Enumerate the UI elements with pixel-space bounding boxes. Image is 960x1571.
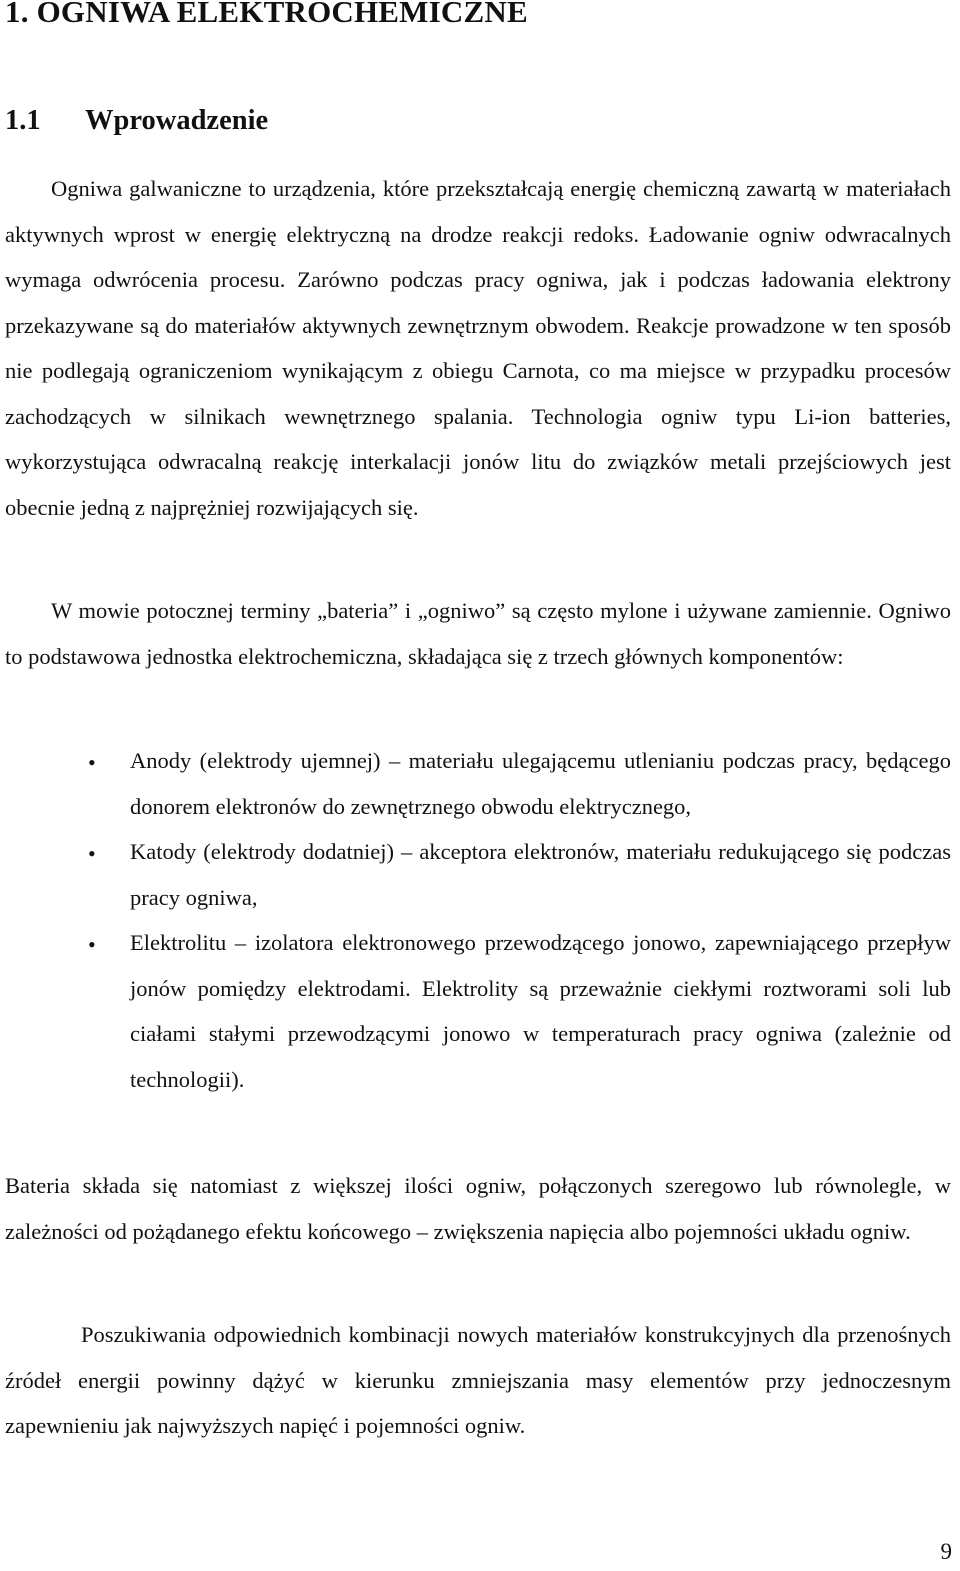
list-item-anode — [0, 738, 960, 829]
section-heading — [5, 105, 268, 137]
chapter-title: 1. OGNIWA ELEKTROCHEMICZNE — [5, 0, 528, 29]
bullet-icon: • — [88, 932, 96, 957]
paragraph-research: Poszukiwania odpowiednich kombinacji nowych materiałów konstrukcyjnych dla przenośnych źródeł energii powinny dążyć w kierunku zmniejszania masy elementów przy jednoczesnym zapewnieniu jak najwyższych napięć i pojemności ogniw. — [5, 1322, 951, 1438]
paragraph-battery: Bateria składa się natomiast z większej ilości ogniw, połączonych szeregowo lub równolegle, w zależności od pożądanego efektu końcowego – zwiększenia napięcia albo pojemności układu ogniw. — [5, 1173, 951, 1244]
list-item-text: Katody (elektrody dodatniej) – akceptora elektronów, materiału redukującego się podczas pracy ogniwa, — [130, 839, 951, 910]
list-item-electrolyte — [0, 920, 960, 1102]
bullet-icon: • — [88, 841, 96, 866]
list-item-text: Elektrolitu – izolatora elektronowego przewodzącego jonowo, zapewniającego przepływ jonów pomiędzy elektrodami. Elektrolity są przeważnie ciekłymi roztworami soli lub ciałami stałymi przewodzącymi jonowo w temperaturach pracy ogniwa (zależnie od technologii). — [130, 930, 951, 1092]
section-number: 1.1 — [5, 105, 41, 136]
components-list — [0, 738, 960, 1102]
list-item-text: Anody (elektrody ujemnej) – materiału ulegającemu utlenianiu podczas pracy, będącego donorem elektronów do zewnętrznego obwodu elektrycznego, — [130, 748, 951, 819]
list-item-cathode — [0, 829, 960, 920]
bullet-icon: • — [88, 750, 96, 775]
page-number: 9 — [940, 1539, 952, 1564]
paragraph-intro: Ogniwa galwaniczne to urządzenia, które przekształcają energię chemiczną zawartą w materiałach aktywnych wprost w energię elektryczną na drodze reakcji redoks. Ładowanie ogniw odwracalnych wymaga odwrócenia procesu. Zarówno podczas pracy ogniwa, jak i podczas ładowania elektrony przekazywane są do materiałów aktywnych zewnętrznym obwodem. Reakcje prowadzone w ten sposób nie podlegają ograniczeniom wynikającym z obiegu Carnota, co ma miejsce w przypadku procesów zachodzących w silnikach wewnętrznego spalania. Technologia ogniw typu Li-ion batteries, wykorzystująca odwracalną reakcję interkalacji jonów litu do związków metali przejściowych jest obecnie jedną z najprężniej rozwijających się. — [5, 176, 951, 520]
paragraph-terminology: W mowie potocznej terminy „bateria” i „ogniwo” są często mylone i używane zamiennie. Ogniwo to podstawowa jednostka elektrochemiczna, składająca się z trzech głównych komponentów: — [5, 598, 951, 669]
section-title: Wprowadzenie — [85, 105, 269, 136]
